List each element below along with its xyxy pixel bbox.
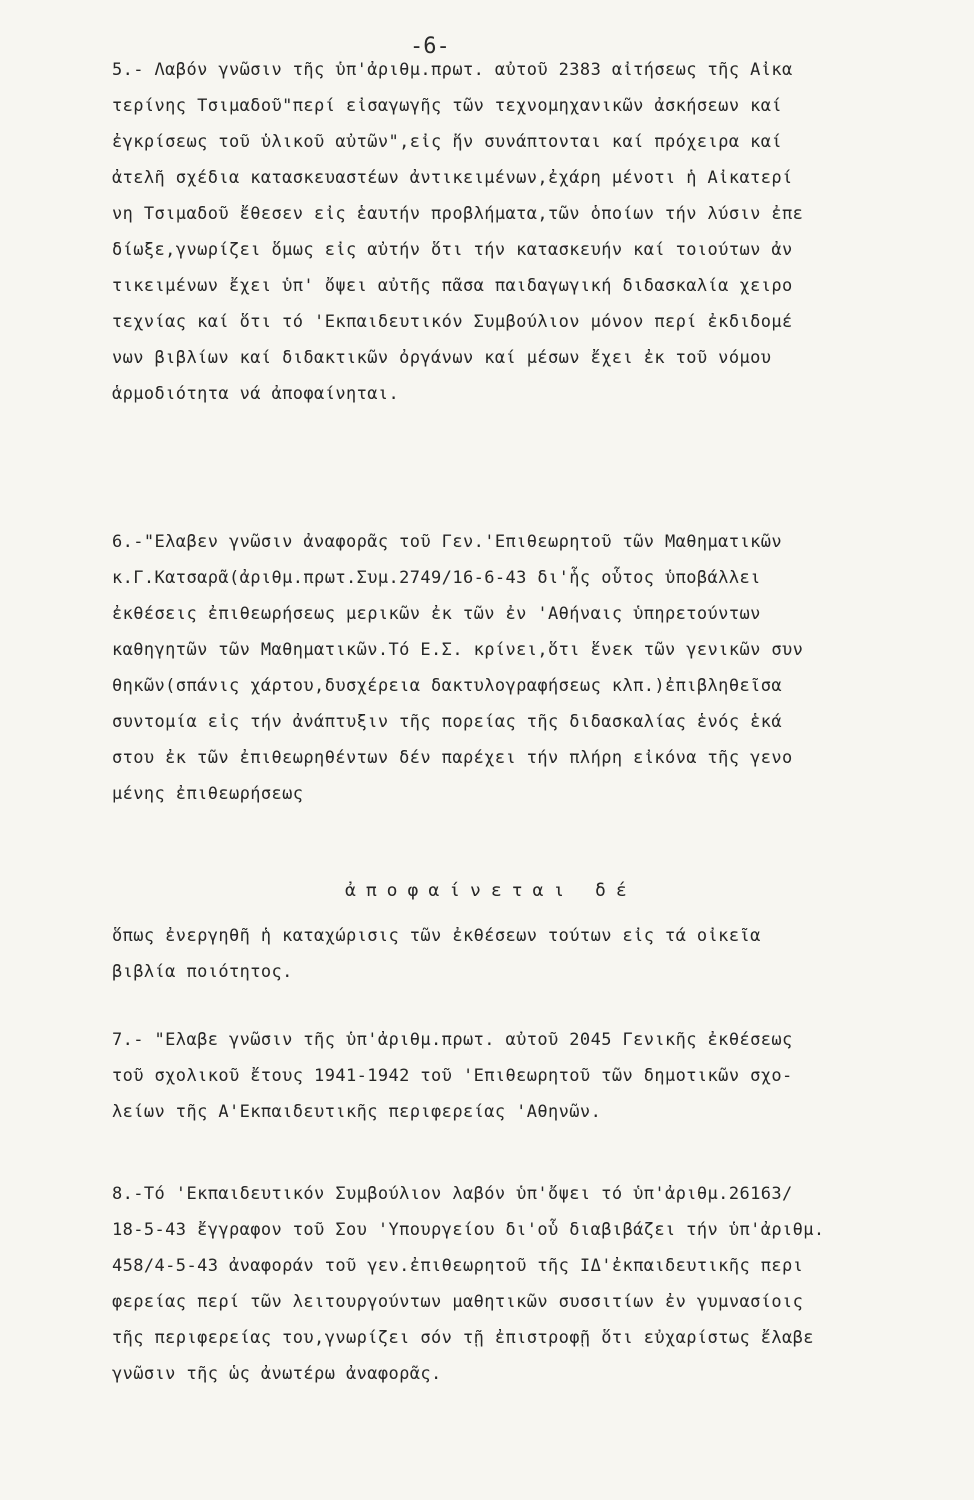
text-line: μένης ἐπιθεωρήσεως [112, 784, 304, 804]
text-line: συντομία εἰς τήν ἀνάπτυξιν τῆς πορείας τῆς διδασκαλίας ἑνός ἑκά [112, 712, 782, 732]
text-line: καθηγητῶν τῶν Μαθηματικῶν.Τό Ε.Σ. κρίνει,ὅτι ἕνεκ τῶν γενικῶν συν [112, 640, 804, 660]
text-line: βιβλία ποιότητος. [112, 962, 293, 982]
text-line: κ.Γ.Κατσαρᾶ(ἀριθμ.πρωτ.Συμ.2749/16-6-43 δι'ἧς οὗτος ὑποβάλλει [112, 568, 761, 588]
paragraph-6 [112, 524, 950, 812]
text-line: ἐκθέσεις ἐπιθεωρήσεως μερικῶν ἐκ τῶν ἐν 'Αθήναις ὑπηρετούντων [112, 604, 761, 624]
text-line: 7.- "Ελαβε γνῶσιν τῆς ὑπ'ἀριθμ.πρωτ. αὐτοῦ 2045 Γενικῆς ἐκθέσεως [112, 1030, 793, 1050]
text-line: θηκῶν(σπάνις χάρτου,δυσχέρεια δακτυλογραφήσεως κλπ.)ἐπιβληθεῖσα [112, 676, 782, 696]
text-line: ὅπως ἐνεργηθῆ ἡ καταχώρισις τῶν ἐκθέσεων τούτων εἰς τά οἰκεῖα [112, 926, 761, 946]
text-line: 5.- Λαβόν γνῶσιν τῆς ὑπ'ἀριθμ.πρωτ. αὐτοῦ 2383 αἰτήσεως τῆς Αἰκα [112, 60, 793, 80]
paragraph-7 [112, 1022, 950, 1130]
text-line: δίωξε,γνωρίζει ὅμως εἰς αὐτήν ὅτι τήν κατασκευήν καί τοιούτων ἀν [112, 240, 793, 260]
text-line: νη Τσιμαδοῦ ἔθεσεν εἰς ἑαυτήν προβλήματα,τῶν ὁποίων τήν λύσιν ἐπε [112, 204, 804, 224]
decision-heading: ἀποφαίνεται δέ [345, 880, 637, 901]
text-line: τῆς περιφερείας του,γνωρίζει σόν τῇ ἐπιστροφῇ ὅτι εὐχαρίστως ἔλαβε [112, 1328, 814, 1348]
text-line: 18-5-43 ἔγγραφον τοῦ Σου 'Υπουργείου δι'οὗ διαβιβάζει τήν ὑπ'ἀριθμ. [112, 1220, 825, 1240]
page-number: -6- [410, 34, 450, 59]
paragraph-6-decision [112, 918, 950, 990]
paragraph-8 [112, 1176, 950, 1392]
text-line: 458/4-5-43 ἀναφοράν τοῦ γεν.ἐπιθεωρητοῦ τῆς ΙΔ'ἐκπαιδευτικῆς περι [112, 1256, 804, 1276]
text-line: τικειμένων ἔχει ὑπ' ὄψει αὐτῆς πᾶσα παιδαγωγική διδασκαλία χειρο [112, 276, 793, 296]
text-line: ἀτελῆ σχέδια κατασκευαστέων ἀντικειμένων,ἐχάρη μένοτι ἡ Αἰκατερί [112, 168, 793, 188]
paragraph-5 [112, 52, 950, 412]
text-line: λείων τῆς Α'Εκπαιδευτικῆς περιφερείας 'Αθηνῶν. [112, 1102, 602, 1122]
text-line: φερείας περί τῶν λειτουργούντων μαθητικῶν συσσιτίων ἐν γυμνασίοις [112, 1292, 804, 1312]
text-line: γνῶσιν τῆς ὡς ἀνωτέρω ἀναφορᾶς. [112, 1364, 442, 1384]
text-line: τεχνίας καί ὅτι τό 'Εκπαιδευτικόν Συμβούλιον μόνον περί ἐκδιδομέ [112, 312, 793, 332]
text-line: ἁρμοδιότητα νά ἀποφαίνηται. [112, 384, 400, 404]
text-line: 8.-Τό 'Εκπαιδευτικόν Συμβούλιον λαβόν ὑπ'ὄψει τό ὑπ'ἀριθμ.26163/ [112, 1184, 793, 1204]
text-line: νων βιβλίων καί διδακτικῶν ὀργάνων καί μέσων ἔχει ἐκ τοῦ νόμου [112, 348, 772, 368]
text-line: 6.-"Ελαβεν γνῶσιν ἀναφορᾶς τοῦ Γεν.'Επιθεωρητοῦ τῶν Μαθηματικῶν [112, 532, 782, 552]
text-line: τοῦ σχολικοῦ ἔτους 1941-1942 τοῦ 'Επιθεωρητοῦ τῶν δημοτικῶν σχο- [112, 1066, 793, 1086]
text-line: στου ἐκ τῶν ἐπιθεωρηθέντων δέν παρέχει τήν πλήρη εἰκόνα τῆς γενο [112, 748, 793, 768]
text-line: τερίνης Τσιμαδοῦ"περί εἰσαγωγῆς τῶν τεχνομηχανικῶν ἀσκήσεων καί [112, 96, 782, 116]
text-line: ἐγκρίσεως τοῦ ὑλικοῦ αὐτῶν",εἰς ἥν συνάπτονται καί πρόχειρα καί [112, 132, 782, 152]
